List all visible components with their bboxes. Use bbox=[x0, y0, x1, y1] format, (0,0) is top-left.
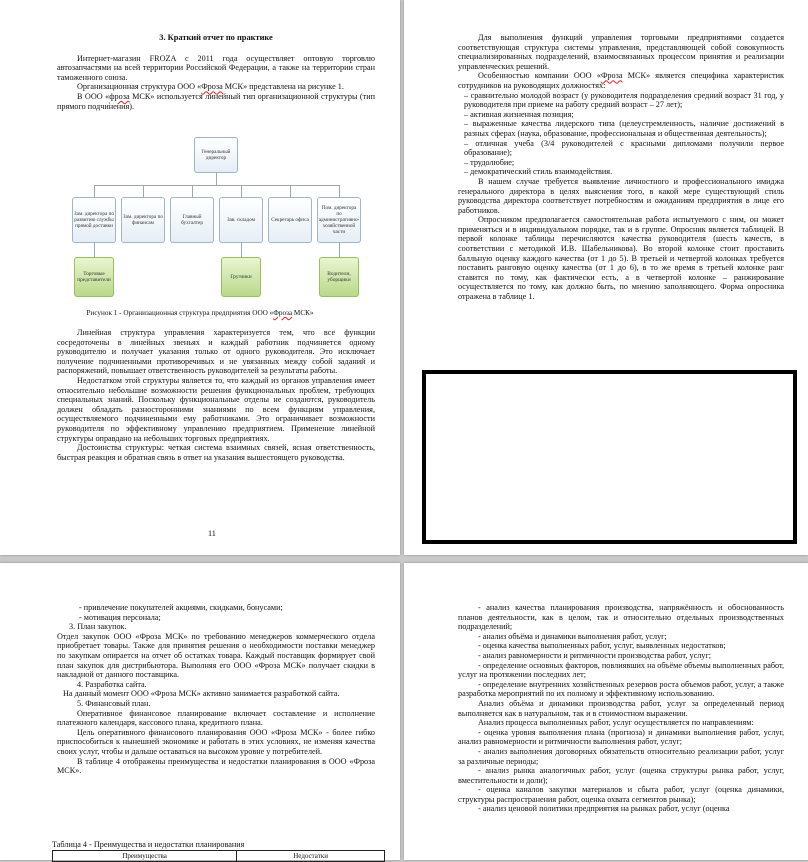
list-item: - оценка уровня выполнения плана (прогноза) и динамики выполнения работ, услуг, анализ равномерности и ритмичности выполнения работ, услуг; bbox=[458, 727, 784, 747]
page2-text bbox=[458, 33, 784, 302]
paragraph: Цель оперативного финансового планирования ООО «Фроза МСК» - более гибко приспособиться к нынешней экономике и работать в этих условиях, не изменяя качества своих услуг, чтобы и дальше оставаться на высоком уровне у потребителей. bbox=[57, 727, 375, 756]
list-item: - анализ выполнения договорных обязательств относительно реализации работ, услуг за различные периоды; bbox=[458, 746, 784, 766]
org-box-bottom: Водители, уборщики bbox=[319, 257, 359, 297]
paragraph: Интернет-магазин FROZA с 2011 года осуществляет оптовую торговлю автозапчастями на всей территории Российской Федерации, а также на территории стран таможенного союза. bbox=[57, 53, 375, 82]
table-header: Преимущества bbox=[53, 851, 237, 862]
list-item: – сравнительно молодой возраст (у руководителя подразделения средний возраст 31 год, у руководителя при приеме на работу средний возраст – 27 лет); bbox=[464, 90, 784, 110]
org-box-director: Генеральный директор bbox=[194, 137, 238, 173]
figure-caption: Рисунок 1 - Организационная структура предприятия ООО «Фроза МСК» bbox=[86, 309, 314, 317]
document-page-3 bbox=[0, 563, 400, 860]
page1-text-top bbox=[57, 33, 375, 111]
table-header: Недостатки bbox=[237, 851, 385, 862]
list-item: - определение основных факторов, повлиявших на объёме объемы выполненных работ, услуг на протяжении последних лет; bbox=[458, 660, 784, 680]
org-box-bottom: Грузчики bbox=[221, 257, 261, 297]
paragraph: В ООО «фроза МСК» используется линейный тип организационной структуры (тип прямого подчинения). bbox=[57, 91, 376, 111]
list-item: - оценка каналов закупки материалов и сбыта работ, услуг (оценка динамики, структуры распространения работ, оценка охвата сегментов рынка); bbox=[458, 785, 784, 804]
list-item: - оценка качества выполненных работ, услуг, выявленных недостатков; bbox=[478, 641, 726, 651]
selection-rectangle[interactable] bbox=[422, 370, 797, 544]
list-item: – демократический стиль взаимодействия. bbox=[464, 167, 613, 177]
paragraph: Особенностью компании ООО «Фроза МСК» является специфика характеристик сотрудников на руководящих должностях: bbox=[458, 71, 784, 90]
paragraph: Анализ процесса выполненных работ, услуг осуществляется по направлениям: bbox=[478, 718, 754, 728]
org-box-bottom: Торговые представители bbox=[74, 257, 114, 297]
page4-text bbox=[458, 603, 784, 814]
list-item: - определение внутренних хозяйственных резервов роста объемов работ, услуг, а также разработка мероприятий по их полному и эффективному использованию. bbox=[458, 679, 784, 699]
list-item: – выраженные качества лидерского типа (целеустремленность, наличие достижений в разных сферах (наука, образование, профессиональная и общественная деятельность); bbox=[464, 119, 784, 138]
section-title: 3. Краткий отчет по практике bbox=[159, 33, 273, 42]
paragraph: В таблице 4 отображены преимущества и недостатки планирования в ООО «Фроза МСК». bbox=[57, 756, 375, 776]
list-item: - анализ ценовой политики предприятия на рынках работ, услуг (оценка bbox=[478, 804, 730, 814]
document-page-1 bbox=[0, 0, 400, 555]
paragraph: Оперативное финансовое планирование включает составление и исполнение платежного календаря, кассового плана, кредитного плана. bbox=[57, 708, 375, 728]
paragraph: Для выполнения функций управления торговыми предприятиями создается соответствующая структура системы управления, представляющей собой совокупность специализированных подразделений, взаимосвязанных процессом принятия и реализации управленческих решений. bbox=[458, 33, 784, 71]
org-box-mid: Секретарь офиса bbox=[268, 197, 312, 243]
paragraph: Достоинства структуры: четкая система взаимных связей, ясная ответственность, быстрая реакция и обратная связь в ответ на указания вышестоящего руководства. bbox=[57, 443, 375, 462]
paragraph: Отдел закупок ООО «Фроза МСК» по требованию менеджеров коммерческого отдела приобретает товары. Также для принятия решения о необходимости поставки менеджер по закупкам опирается на отчет об остатках товара. Каждый поставщик формирует свой план закупок для дистрибьютора. Выполняя его ООО «Фроза МСК» получает скидки в накладной от данного поставщика. bbox=[57, 631, 375, 680]
list-item: – активная жизненная позиция; bbox=[464, 109, 574, 119]
org-box-mid: Зав. складом bbox=[219, 197, 263, 243]
table-caption: Таблица 4 - Преимущества и недостатки планирования bbox=[52, 840, 245, 849]
paragraph: Анализ объёма и динамики производства работ, услуг за определенный период выполняется как в натуральном, так и в стоимостном выражении. bbox=[458, 698, 784, 718]
list-item: - анализ качества планирования производства, напряжённость и обоснованность планов деятельности, как в целом, так и относительно отдельных производственных подразделений; bbox=[458, 603, 784, 632]
page-number: 11 bbox=[208, 529, 216, 538]
list-item: – трудолюбие; bbox=[464, 157, 515, 167]
list-item: 3. План закупок. bbox=[69, 622, 127, 632]
page1-text-bottom bbox=[57, 328, 375, 462]
list-item: - анализ объёма и динамики выполнения работ, услуг; bbox=[478, 631, 667, 641]
list-item: 5. Финансовый план. bbox=[77, 698, 151, 708]
paragraph: Организационная структура ООО «Фроза МСК» представлена на рисунке 1. bbox=[77, 82, 344, 92]
list-item: - мотивация персонала; bbox=[79, 612, 161, 622]
list-item: - анализ рынка аналогичных работ, услуг (оценка структуры рынка работ, услуг, вместительности и доли); bbox=[458, 766, 784, 785]
paragraph: На данный момент ООО «Фроза МСК» активно занимается разработкой сайта. bbox=[63, 689, 340, 699]
org-box-mid: Зам. директора по финансам bbox=[121, 197, 165, 243]
org-box-mid: Главный бухгалтер bbox=[170, 197, 214, 243]
document-page-4 bbox=[404, 563, 808, 860]
org-chart bbox=[70, 133, 360, 308]
list-item: - анализ равномерности и ритмичности производства работ, услуг; bbox=[478, 650, 712, 660]
list-item: – отличная учеба (3/4 руководителей с красными дипломами получили первое образование); bbox=[464, 138, 784, 158]
paragraph: Недостатком этой структуры является то, что каждый из органов управления имеет относительно небольшие возможности решения функциональных проблем, требующих специальных знаний. Поскольку функциональные отделы не создаются, руководитель должен обладать разносторонними знаниями по всем функциям управления, осуществляемого подчиненными ему работниками. Это ограничивает возможности руководителя по эффективному управлению предприятием. Применение линейной структуры оправдано на небольших торговых предприятиях. bbox=[57, 375, 375, 443]
list-item: - привлечение покупателей акциями, скидками, бонусами; bbox=[79, 603, 283, 612]
advantages-table bbox=[52, 850, 385, 862]
page3-text bbox=[57, 603, 375, 776]
paragraph: В нашем случае требуется выявление личностного и профессионального имиджа генерального директора в целях выяснения того, в какой мере существующий стиль руководства директора соответствует потребностям и ожиданиям предприятия в лице его работников. bbox=[458, 176, 784, 215]
paragraph: Опросником предполагается самостоятельная работа испытуемого с ним, он может применяться и в индивидуальном порядке, так и в группе. Опросник является таблицей. В первой колонке таблицы перечисляются качества руководителя (шесть качеств, в соответствии с методикой И.В. Шабельникова). Во второй колонке стоит проставить балльную оценку каждого качества (от 1 до 5). В третьей и четвертой колонках требуется поставить ранговую оценку качества (от 1 до 6), в то же время в третьей колонке ранг ставится по тому, как фактически есть, а в четвертой колонке – ранжирование осуществляется по тому, как должно быть, по мнению заполняющего. Форма опросника отражена в таблице 1. bbox=[458, 215, 784, 302]
org-box-mid: Зам. директора по развитию службы прямой доставки bbox=[72, 197, 116, 243]
list-item: 4. Разработка сайта. bbox=[77, 679, 147, 689]
paragraph: Линейная структура управления характеризуется тем, что все функции сосредоточены в линейных звеньях и каждый работник подчиняется одному руководителю и получает указания только от одного руководителя. Это исключает получение подчиненными противоречивых и не увязанных между собой заданий и распоряжений, повышает ответственность руководителей за результаты работы. bbox=[57, 328, 375, 376]
org-box-mid: Пом. директора по административно-хозяйственной части bbox=[317, 197, 361, 243]
